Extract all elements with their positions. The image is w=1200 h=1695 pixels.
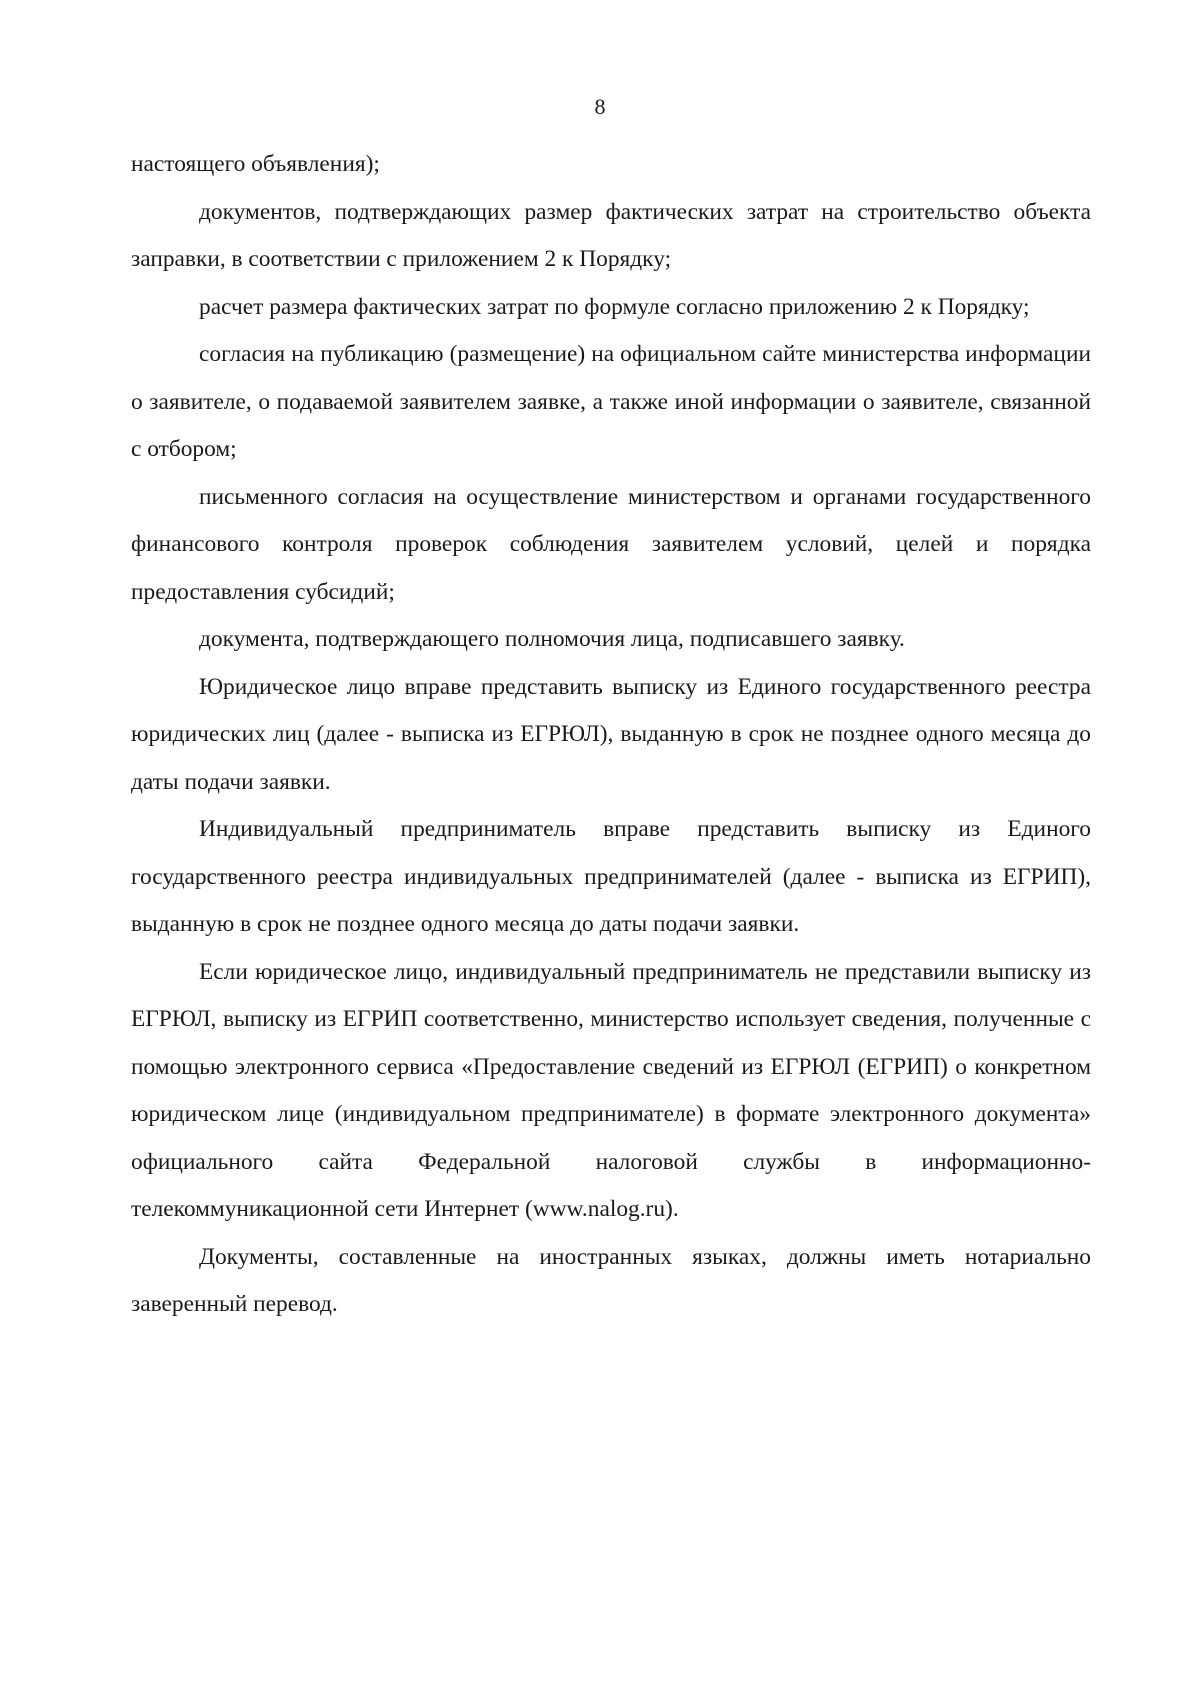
page-number: 8 [594,94,606,119]
paragraph-audit-consent: письменного согласия на осуществление министерством и органами государственного финансового контроля проверок соблюдения заявителем условий, целей и порядка предоставления субсидий; [131,483,1091,605]
paragraph-cost-documents: документов, подтверждающих размер фактических затрат на строительство объекта заправки, в соответствии с приложением 2 к Порядку; [131,198,1091,272]
document-body [131,141,1091,1329]
paragraph-electronic-service: Если юридическое лицо, индивидуальный предприниматель не представили выписку из ЕГРЮЛ, выписку из ЕГРИП соответственно, министерство использует сведения, полученные с помощью электронного сервиса «Предоставление сведений из ЕГРЮЛ (ЕГРИП) о конкретном юридическом лице (индивидуальном предпринимателе) в формате электронного документа» официального сайта Федеральной налоговой службы в информационно-телекоммуникационной сети Интернет (www.nalog.ru). [131,958,1091,1222]
paragraph-continuation: настоящего объявления); [131,151,380,177]
paragraph-cost-calculation: расчет размера фактических затрат по формуле согласно приложению 2 к Порядку; [199,293,1030,320]
paragraph-egrul-extract: Юридическое лицо вправе представить выписку из Единого государственного реестра юридических лиц (далее - выписка из ЕГРЮЛ), выданную в срок не позднее одного месяца до даты подачи заявки. [131,673,1091,795]
paragraph-authority-document: документа, подтверждающего полномочия лица, подписавшего заявку. [199,626,905,652]
paragraph-foreign-documents: Документы, составленные на иностранных языках, должны иметь нотариально заверенный перевод. [131,1243,1091,1317]
paragraph-publication-consent: согласия на публикацию (размещение) на официальном сайте министерства информации о заявителе, о подаваемой заявителем заявке, а также иной информации о заявителе, связанной с отбором; [131,341,1091,462]
paragraph-egrip-extract: Индивидуальный предприниматель вправе представить выписку из Единого государственного реестра индивидуальных предпринимателей (далее - выписка из ЕГРИП), выданную в срок не позднее одного месяца до даты подачи заявки. [131,816,1091,937]
